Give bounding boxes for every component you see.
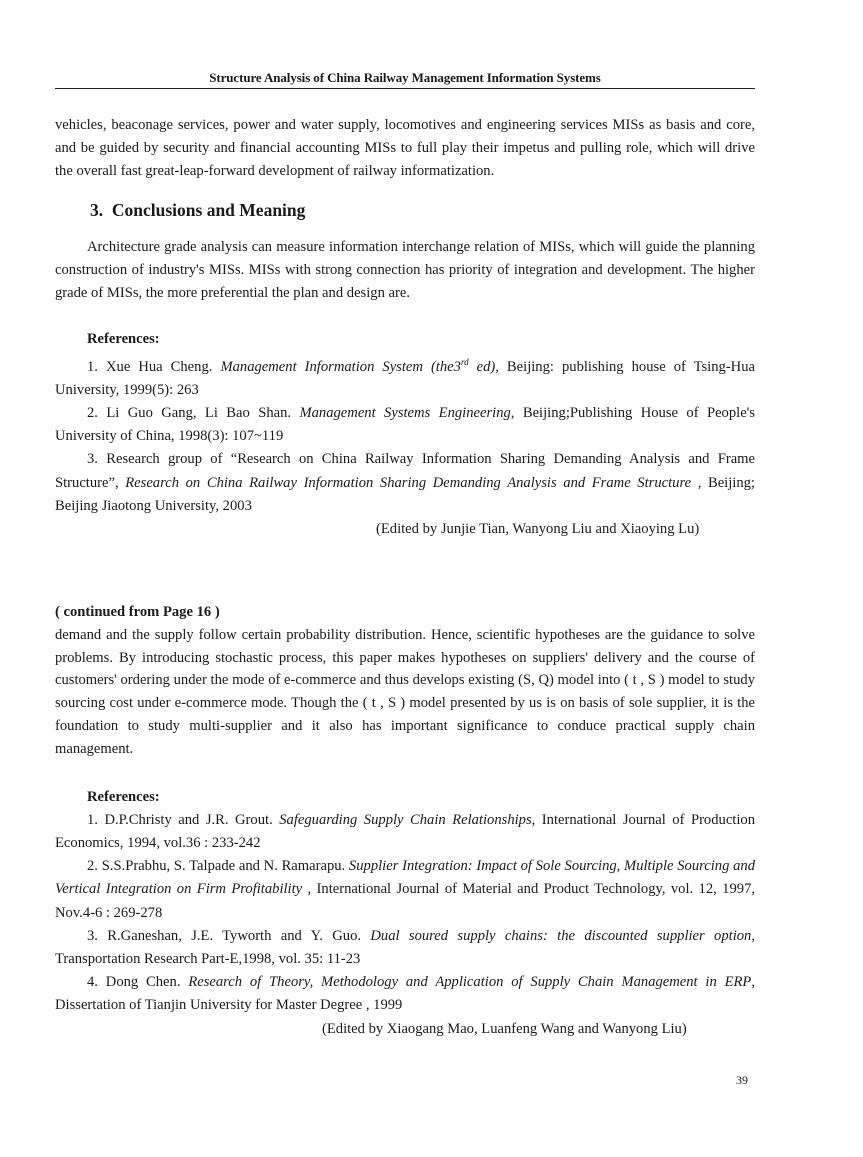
reference-item: 2. S.S.Prabhu, S. Talpade and N. Ramarapu. Supplier Integration: Impact of Sole Sourcing, Multiple Sourcing and Vertical Integration on Firm Profitability , International Journal of Material and Product Technology, vol. 12, 1997, Nov.4-6 : 269-278 xyxy=(55,858,756,921)
continued-section xyxy=(55,601,755,761)
references-2 xyxy=(55,786,755,1040)
reference-item: 1. D.P.Christy and J.R. Grout. Safeguarding Supply Chain Relationships, International Journal of Production Economics, 1994, vol.36 : 233-242 xyxy=(55,811,755,851)
intro-paragraph: vehicles, beaconage services, power and water supply, locomotives and engineering services MISs as basis and core, and be guided by security and financial accounting MISs to full play their impetus and pulling role, which will drive the overall fast great-leap-forward development of railway informatization. xyxy=(55,117,755,179)
section-paragraph: Architecture grade analysis can measure information interchange relation of MISs, which will guide the planning construction of industry's MISs. MISs with strong connection has priority of integration and development. The higher grade of MISs, the more preferential the plan and design are. xyxy=(55,239,755,301)
reference-item: 4. Dong Chen. Research of Theory, Methodology and Application of Supply Chain Management in ERP, Dissertation of Tianjin University for Master Degree , 1999 xyxy=(55,974,755,1014)
intro-paragraph-block xyxy=(55,114,755,182)
section-number: 3. xyxy=(90,200,104,220)
references-heading: References: xyxy=(87,331,160,347)
reference-item: 1. Xue Hua Cheng. Management Information System (the3rd ed), Beijing: publishing house of Tsing-Hua University, 1999(5): 263 xyxy=(55,356,755,398)
reference-item: 3. Research group of “Research on China Railway Information Sharing Demanding Analysis and Frame Structure”, Research on China Railway Information Sharing Demanding Analysis and Frame Structure , Beijing; Beijing Jiaotong University, 2003 xyxy=(55,451,756,514)
page-number: 39 xyxy=(736,1073,748,1087)
references-heading: References: xyxy=(87,789,160,805)
section-title: Conclusions and Meaning xyxy=(111,200,306,220)
continued-label: ( continued from Page 16 ) xyxy=(55,604,220,620)
reference-item: 2. Li Guo Gang, Li Bao Shan. Management Systems Engineering, Beijing;Publishing House of People's University of China, 1998(3): 107~119 xyxy=(55,405,755,445)
running-header: Structure Analysis of China Railway Management Information Systems xyxy=(209,70,601,85)
header-rule xyxy=(55,88,755,89)
editors-line: (Edited by Xiaogang Mao, Luanfeng Wang and Wanyong Liu) xyxy=(322,1020,687,1037)
continued-paragraph: demand and the supply follow certain probability distribution. Hence, scientific hypotheses are the guidance to solve problems. By introducing stochastic process, this paper makes hypotheses on suppliers' delivery and the course of customers' ordering under the mode of e-commerce and thus develops existing (S, Q) model into ( t , S ) model to study sourcing cost under e-commerce mode. Though the ( t , S ) model presented by us is on basis of sole supplier, it is the foundation to study multi-supplier and it also has important significance to conduce practical supply chain management. xyxy=(55,626,755,757)
section-body xyxy=(55,236,755,304)
references-1 xyxy=(55,328,755,541)
section-heading xyxy=(90,200,305,221)
reference-item: 3. R.Ganeshan, J.E. Tyworth and Y. Guo. Dual soured supply chains: the discounted supplier option, Transportation Research Part-E,1998, vol. 35: 11-23 xyxy=(55,927,756,968)
editors-line: (Edited by Junjie Tian, Wanyong Liu and Xiaoying Lu) xyxy=(376,521,700,538)
